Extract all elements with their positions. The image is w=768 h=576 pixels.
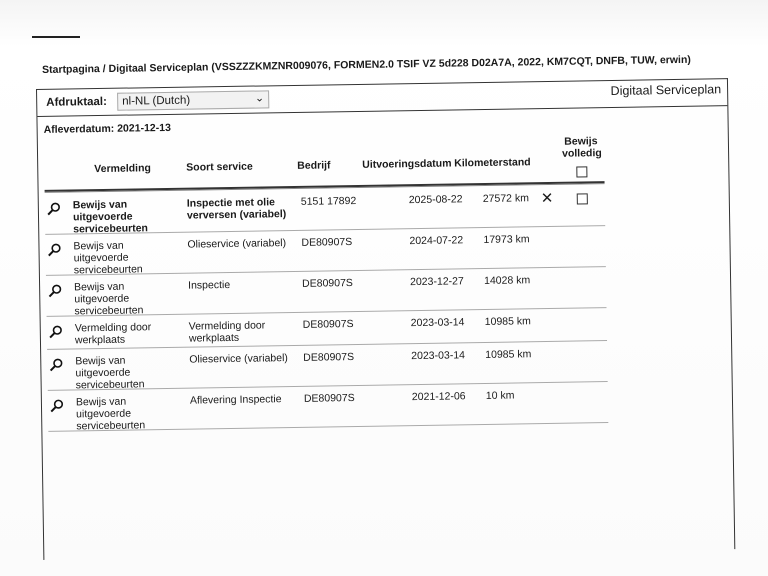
select-all-checkbox[interactable] (576, 166, 587, 177)
breadcrumb: Startpagina / Digitaal Serviceplan (VSSZZZKMZNR009076, FORMEN2.0 TSIF VZ 5d228 D02A7A, 2022, KM7CQT, DNFB, TUW, erwin) (42, 53, 691, 76)
col-header-datum: Uitvoeringsdatum (362, 157, 452, 171)
delivery-date-label: Afleverdatum: (43, 122, 115, 136)
row-datum: 2025-08-22 (408, 193, 463, 207)
col-header-bewijs-l1: Bewijs (564, 135, 598, 148)
panel-title: Digitaal Serviceplan (610, 82, 722, 98)
row-km: 10985 km (485, 348, 532, 361)
row-datum: 2023-03-14 (411, 349, 466, 363)
serviceplan-panel (36, 78, 735, 560)
row-soort: Inspectie met olie verversen (variabel) (186, 196, 287, 222)
row-soort: Olieservice (variabel) (189, 352, 288, 366)
col-header-km: Kilometerstand (454, 156, 531, 170)
row-km: 10 km (485, 389, 515, 402)
row-vermelding: Bewijs van uitgevoerde servicebeurten (74, 280, 144, 318)
col-header-vermelding: Vermelding (94, 162, 151, 176)
col-header-bewijs-l2: volledig (561, 147, 602, 160)
row-vermelding: Bewijs van uitgevoerde servicebeurten (73, 239, 143, 277)
row-km: 27572 km (482, 192, 529, 205)
row-bedrijf: 5151 17892 (300, 194, 357, 208)
row-soort: Vermelding door werkplaats (188, 319, 266, 345)
row-bedrijf: DE80907S (303, 392, 355, 405)
row-bedrijf: DE80907S (301, 277, 353, 290)
col-header-soort: Soort service (186, 160, 253, 174)
magnifier-icon[interactable] (47, 243, 61, 257)
row-vermelding: Bewijs van uitgevoerde servicebeurten (75, 395, 146, 433)
row-bedrijf: DE80907S (301, 236, 353, 249)
row-bedrijf: DE80907S (303, 351, 355, 364)
delivery-date-value: 2021-12-13 (117, 121, 171, 135)
row-km: 17973 km (483, 233, 530, 246)
service-table (44, 133, 608, 432)
row-km: 10985 km (484, 315, 531, 328)
chevron-down-icon: ⌄ (254, 92, 265, 105)
row-vermelding: Bewijs van uitgevoerde servicebeurten (72, 198, 149, 236)
table-header (44, 133, 605, 194)
print-language-select[interactable] (117, 90, 269, 110)
magnifier-icon[interactable] (50, 399, 64, 413)
close-icon[interactable]: ✕ (540, 189, 554, 208)
table-row[interactable] (48, 382, 609, 432)
row-km: 14028 km (483, 274, 531, 287)
col-header-bedrijf: Bedrijf (297, 159, 331, 172)
row-datum: 2023-12-27 (409, 275, 464, 289)
row-datum: 2024-07-22 (409, 234, 464, 248)
row-soort: Aflevering Inspectie (189, 393, 282, 407)
magnifier-icon[interactable] (47, 202, 61, 216)
row-soort: Olieservice (variabel) (187, 237, 287, 251)
magnifier-icon[interactable] (48, 284, 62, 298)
row-vermelding: Bewijs van uitgevoerde servicebeurten (75, 354, 145, 392)
row-vermelding: Vermelding door werkplaats (74, 321, 152, 347)
magnifier-icon[interactable] (49, 325, 63, 339)
bewijs-checkbox[interactable] (577, 193, 588, 204)
row-soort: Inspectie (188, 278, 231, 292)
delivery-date (44, 122, 171, 136)
print-language-label: Afdruktaal: (46, 95, 108, 109)
row-datum: 2021-12-06 (411, 390, 466, 404)
row-datum: 2023-03-14 (410, 316, 465, 330)
col-header-bewijs (562, 135, 600, 160)
print-language-value: nl-NL (Dutch) (122, 94, 191, 108)
row-bedrijf: DE80907S (302, 318, 354, 331)
top-dash (32, 36, 80, 38)
magnifier-icon[interactable] (49, 358, 63, 372)
